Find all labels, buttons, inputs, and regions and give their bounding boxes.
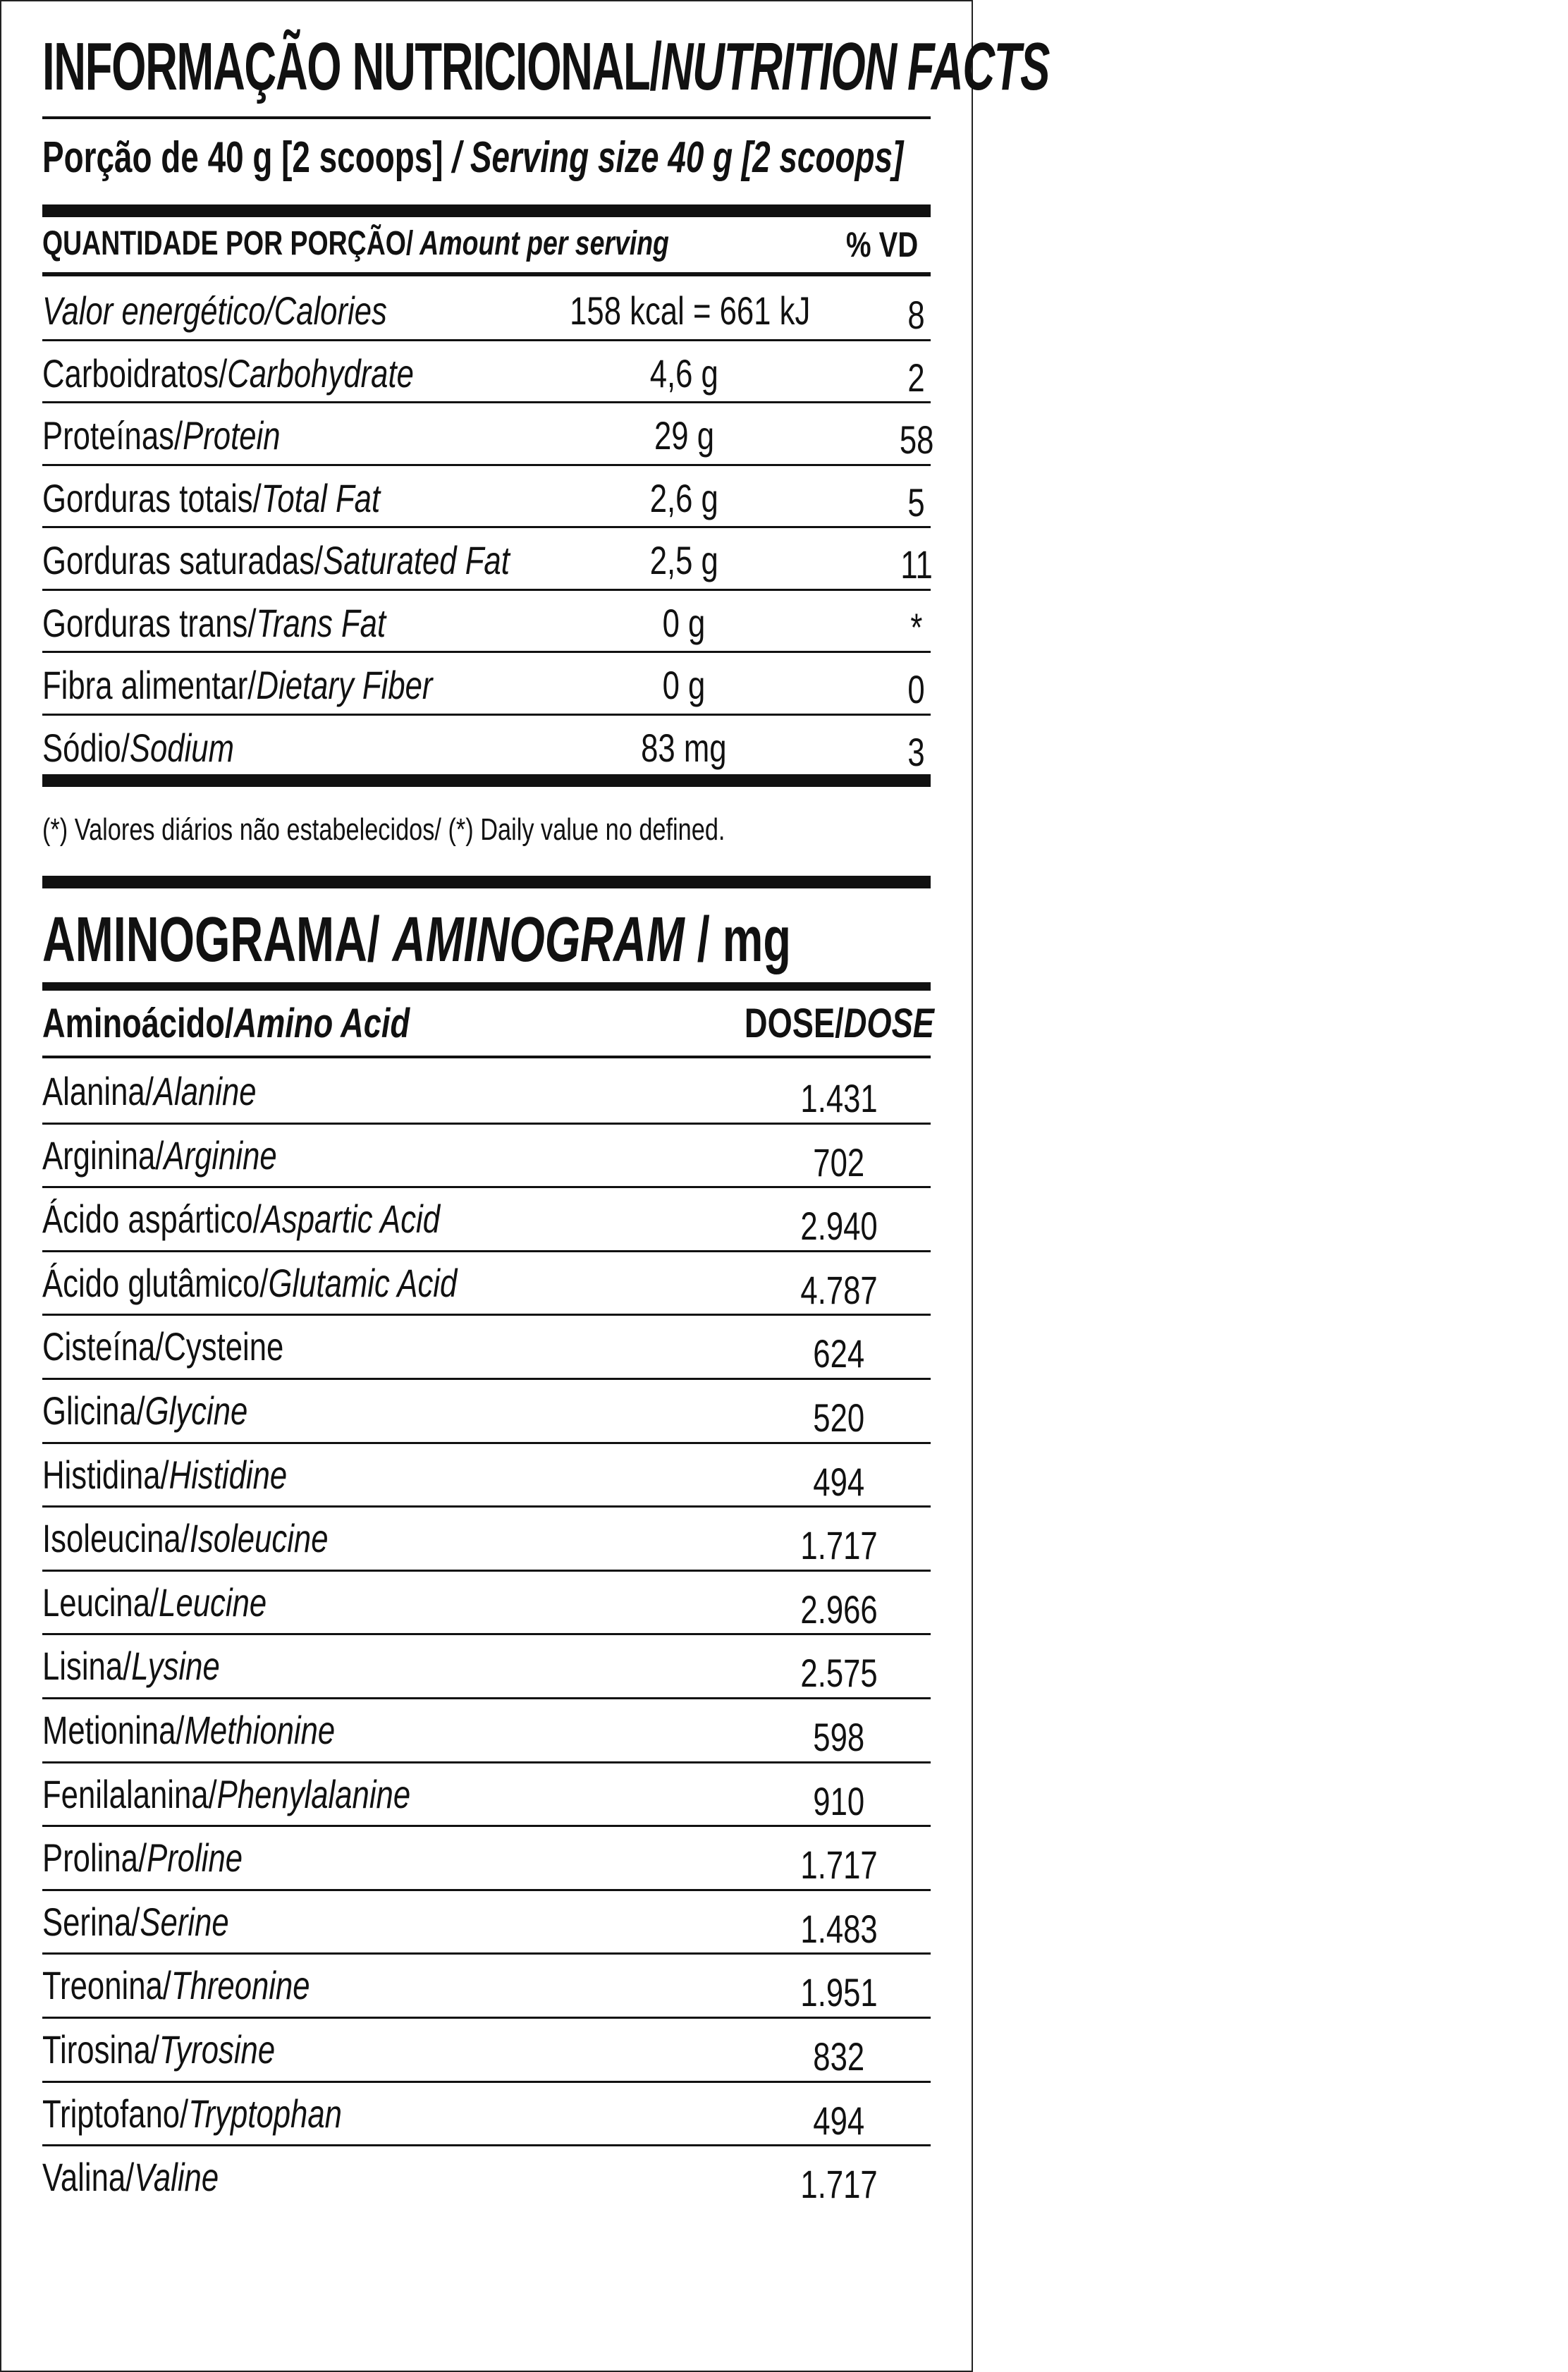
amino-acid-label xyxy=(42,1515,329,1561)
nutrient-amount-value: 0 g xyxy=(662,600,706,645)
nutrient-amount xyxy=(536,725,832,771)
amino-acid-name-pt: Alanina/ xyxy=(42,1069,154,1113)
divider xyxy=(42,116,931,119)
amino-acid-label xyxy=(42,1579,267,1625)
amino-acid-label xyxy=(42,1962,310,2008)
amino-acid-name-en: Methionine xyxy=(184,1708,336,1752)
nutrient-name-en: Calories xyxy=(274,288,387,333)
nutrition-row xyxy=(42,341,931,403)
nutrient-vd-value: 2 xyxy=(907,355,926,400)
amino-acid-name-en: Alanine xyxy=(153,1069,257,1113)
aminogram-row xyxy=(42,1252,931,1314)
nutrient-name-en: Sodium xyxy=(129,725,234,770)
amino-acid-header xyxy=(42,1000,410,1047)
nutrient-vd xyxy=(860,292,973,338)
amino-acid-name-pt: Lisina/ xyxy=(42,1644,132,1689)
amino-acid-dose-value: 1.483 xyxy=(800,1906,878,1951)
nutrient-vd xyxy=(860,479,973,525)
amino-acid-dose-value: 2.575 xyxy=(800,1651,878,1696)
amino-acid-dose-value: 1.717 xyxy=(800,1523,878,1568)
aminogram-title-en: AMINOGRAM xyxy=(392,905,685,975)
aminogram-row xyxy=(42,1315,931,1377)
nutrient-amount-value: 0 g xyxy=(662,663,706,707)
amino-acid-dose xyxy=(747,1267,931,1313)
nutrient-label xyxy=(42,600,386,646)
amino-acid-dose xyxy=(747,1459,931,1505)
nutrient-name-pt: Gorduras totais/ xyxy=(42,475,262,520)
aminogram-row xyxy=(42,1634,931,1697)
aminogram-row xyxy=(42,1187,931,1249)
nutrient-label xyxy=(42,288,387,334)
amino-acid-name-pt: Prolina/ xyxy=(42,1835,147,1881)
amino-acid-name-pt: Arginina/ xyxy=(42,1132,164,1178)
nutrient-amount xyxy=(536,662,832,708)
nutrient-amount xyxy=(536,288,832,334)
nutrient-name-pt: Sódio/ xyxy=(42,725,130,770)
nutrient-amount xyxy=(536,475,832,521)
amino-acid-label xyxy=(42,1132,277,1178)
amino-acid-label xyxy=(42,2026,275,2072)
nutrient-label xyxy=(42,350,414,396)
nutrient-amount xyxy=(536,537,832,583)
nutrition-title-en: NUTRITION FACTS xyxy=(661,29,1050,104)
nutrition-row xyxy=(42,652,931,714)
nutrient-name-en: Dietary Fiber xyxy=(256,663,433,707)
amino-acid-dose xyxy=(747,1714,931,1760)
amino-acid-name-pt: Serina/ xyxy=(42,1899,140,1944)
serving-size xyxy=(42,133,903,183)
amino-acid-name-en: Histidine xyxy=(169,1452,288,1497)
nutrient-amount-value: 29 g xyxy=(654,413,714,458)
nutrient-vd-value: 5 xyxy=(907,479,926,525)
amount-header xyxy=(42,224,669,263)
amino-acid-name-en: Tyrosine xyxy=(159,2027,276,2072)
nutrient-name-en: Carbohydrate xyxy=(227,350,414,396)
amino-acid-name-en: Cysteine xyxy=(164,1324,284,1369)
nutrient-amount xyxy=(536,412,832,458)
aminogram-row xyxy=(42,1699,931,1761)
nutrient-amount-value: 2,5 g xyxy=(649,538,718,582)
amino-acid-dose xyxy=(747,1075,931,1121)
amino-acid-name-en: Phenylalanine xyxy=(216,1771,411,1816)
amino-acid-label xyxy=(42,1835,243,1881)
nutrient-amount-value: 4,6 g xyxy=(649,350,718,396)
nutrient-amount-value: 2,6 g xyxy=(649,475,718,520)
aminogram-row xyxy=(42,1954,931,2016)
nutrient-vd-value: 0 xyxy=(907,667,926,711)
nutrient-vd xyxy=(860,729,973,775)
amino-acid-dose xyxy=(747,1203,931,1249)
amino-acid-label xyxy=(42,1707,335,1753)
nutrient-amount-value: 83 mg xyxy=(641,725,727,770)
amino-acid-dose xyxy=(747,1650,931,1696)
nutrient-label xyxy=(42,537,510,583)
nutrient-vd-value: 8 xyxy=(907,293,926,337)
nutrient-vd-value: * xyxy=(910,604,923,649)
amino-acid-label xyxy=(42,1643,220,1689)
amino-acid-dose xyxy=(747,1906,931,1952)
footnote: (*) Valores diários não estabelecidos/ (*) Daily value no defined. xyxy=(42,812,725,847)
aminogram-row xyxy=(42,1571,931,1633)
amino-acid-name-pt: Metionina/ xyxy=(42,1708,185,1752)
nutrient-name-en: Saturated Fat xyxy=(323,538,510,582)
amino-acid-dose-value: 1.951 xyxy=(800,1970,878,2015)
amino-acid-dose-value: 598 xyxy=(813,1715,865,1759)
amino-acid-label xyxy=(42,1068,257,1114)
amino-acid-name-en: Leucine xyxy=(159,1579,267,1625)
amino-acid-name-pt: Treonina/ xyxy=(42,1963,171,2008)
amino-acid-dose-value: 2.966 xyxy=(800,1587,878,1632)
divider xyxy=(42,1056,931,1058)
amino-acid-name-pt: Ácido aspártico/ xyxy=(42,1197,262,1242)
nutrition-row xyxy=(42,403,934,465)
nutrient-name-pt: Proteínas/ xyxy=(42,413,183,458)
amino-acid-name-pt: Fenilalanina/ xyxy=(42,1771,217,1816)
nutrient-vd-value: 3 xyxy=(907,729,926,774)
amino-acid-label xyxy=(42,1899,229,1945)
amino-acid-name-pt: Triptofano/ xyxy=(42,2091,189,2136)
amino-acid-dose xyxy=(747,1139,931,1185)
amino-acid-dose xyxy=(747,1587,931,1632)
dose-header-pt: DOSE/ xyxy=(744,1001,844,1046)
divider xyxy=(42,272,931,276)
dose-header-en: DOSE xyxy=(843,1001,934,1046)
amino-acid-dose-value: 2.940 xyxy=(800,1204,878,1249)
aminogram-row xyxy=(42,1060,931,1122)
aminogram-row xyxy=(42,2146,931,2208)
amino-acid-name-pt: Isoleucina/ xyxy=(42,1516,190,1561)
amount-header-en: Amount per serving xyxy=(413,225,669,262)
amino-acid-label xyxy=(42,2154,219,2200)
aminogram-row xyxy=(42,1124,931,1186)
vd-header: % VD xyxy=(846,225,919,264)
aminogram-title-pt: AMINOGRAMA/ xyxy=(42,905,393,975)
amino-acid-name-pt: Valina/ xyxy=(42,2155,135,2200)
amino-acid-name-en: Tryptophan xyxy=(188,2091,342,2136)
amino-acid-dose-value: 832 xyxy=(813,2034,865,2079)
thick-divider xyxy=(42,204,931,217)
amino-acid-name-en: Glycine xyxy=(145,1388,248,1433)
amino-acid-header-pt: Aminoácido/ xyxy=(42,1001,234,1046)
thick-divider xyxy=(42,982,931,991)
amount-header-pt: QUANTIDADE POR PORÇÃO/ xyxy=(42,225,414,262)
amino-acid-dose-value: 1.431 xyxy=(800,1076,878,1120)
nutrient-label xyxy=(42,412,281,458)
amino-acid-dose xyxy=(747,1842,931,1888)
amino-acid-name-pt: Leucina/ xyxy=(42,1579,159,1625)
amino-acid-name-pt: Ácido glutâmico/ xyxy=(42,1260,269,1305)
amino-acid-label xyxy=(42,1323,283,1369)
nutrient-name-pt: Fibra alimentar/ xyxy=(42,663,257,707)
nutrient-name-pt: Gorduras saturadas/ xyxy=(42,538,324,582)
amino-acid-label xyxy=(42,1452,287,1498)
amino-acid-name-en: Threonine xyxy=(171,1963,310,2008)
amino-acid-dose-value: 494 xyxy=(813,2098,865,2143)
nutrition-row xyxy=(42,590,931,652)
nutrient-label xyxy=(42,725,234,771)
amino-acid-dose xyxy=(747,1778,931,1824)
aminogram-row xyxy=(42,1379,931,1441)
nutrition-row xyxy=(42,465,931,527)
aminogram-row xyxy=(42,2082,931,2144)
nutrient-name-pt: Gorduras trans/ xyxy=(42,600,257,645)
amino-acid-name-en: Valine xyxy=(134,2155,219,2200)
nutrient-amount xyxy=(536,350,832,396)
amino-acid-dose-value: 1.717 xyxy=(800,1842,878,1888)
amino-acid-name-en: Serine xyxy=(140,1899,229,1944)
nutrition-row xyxy=(42,527,931,589)
nutrition-row xyxy=(42,715,931,777)
nutrient-label xyxy=(42,475,380,521)
amino-acid-label xyxy=(42,1196,440,1242)
amino-acid-dose-value: 4.787 xyxy=(800,1267,878,1312)
nutrient-vd xyxy=(860,604,973,650)
nutrition-title xyxy=(42,28,1241,106)
nutrient-vd xyxy=(860,666,973,712)
aminogram-title-unit: / mg xyxy=(684,905,791,975)
thick-divider xyxy=(42,774,931,787)
nutrient-vd xyxy=(860,542,973,587)
amino-acid-label xyxy=(42,2091,342,2136)
nutrition-row xyxy=(42,278,931,340)
nutrient-vd-value: 11 xyxy=(900,542,933,587)
nutrient-name-en: Protein xyxy=(183,413,281,458)
nutrient-name-pt: Carboidratos/ xyxy=(42,350,228,396)
nutrient-label xyxy=(42,662,432,708)
nutrient-vd xyxy=(860,417,973,463)
serving-pt: Porção de 40 g [2 scoops] xyxy=(42,133,443,182)
amino-acid-name-en: Arginine xyxy=(164,1132,277,1178)
aminogram-title xyxy=(42,904,791,977)
nutrient-name-en: Trans Fat xyxy=(256,600,386,645)
amino-acid-dose-value: 910 xyxy=(813,1778,865,1823)
nutrient-vd xyxy=(860,355,973,401)
amino-acid-dose-value: 520 xyxy=(813,1395,865,1440)
amino-acid-name-en: Isoleucine xyxy=(189,1516,329,1561)
amino-acid-dose-value: 1.717 xyxy=(800,2162,878,2207)
amino-acid-name-en: Lysine xyxy=(131,1644,220,1689)
amino-acid-dose xyxy=(747,2161,931,2207)
amino-acid-dose-value: 624 xyxy=(813,1331,865,1376)
amino-acid-dose xyxy=(747,1522,931,1568)
amino-acid-dose xyxy=(747,2034,931,2079)
amino-acid-label xyxy=(42,1771,410,1817)
aminogram-row xyxy=(42,1826,931,1888)
amino-acid-name-pt: Cisteína/ xyxy=(42,1324,164,1369)
serving-en: / Serving size 40 g [2 scoops] xyxy=(443,133,904,182)
amino-acid-header-en: Amino Acid xyxy=(233,1001,410,1046)
aminogram-row xyxy=(42,2018,931,2080)
nutrition-title-pt: INFORMAÇÃO NUTRICIONAL/ xyxy=(42,29,661,104)
amino-acid-dose xyxy=(747,1331,931,1376)
nutrient-name-en: Total Fat xyxy=(261,475,381,520)
amino-acid-dose-value: 494 xyxy=(813,1459,865,1504)
thick-divider xyxy=(42,876,931,888)
amino-acid-dose xyxy=(747,1969,931,2015)
aminogram-row xyxy=(42,1890,931,1952)
dose-header xyxy=(705,1000,973,1047)
amino-acid-name-en: Proline xyxy=(147,1835,243,1881)
nutrient-vd-value: 58 xyxy=(899,417,934,462)
amino-acid-name-en: Aspartic Acid xyxy=(261,1197,441,1242)
amino-acid-dose xyxy=(747,2098,931,2144)
amino-acid-name-pt: Glicina/ xyxy=(42,1388,145,1433)
amino-acid-label xyxy=(42,1260,457,1306)
amino-acid-name-en: Glutamic Acid xyxy=(268,1260,458,1305)
nutrient-amount xyxy=(536,600,832,646)
nutrient-amount-value: 158 kcal = 661 kJ xyxy=(570,288,811,333)
amino-acid-label xyxy=(42,1388,247,1433)
aminogram-row xyxy=(42,1763,931,1825)
aminogram-row xyxy=(42,1443,931,1505)
aminogram-row xyxy=(42,1507,931,1569)
nutrient-name-pt: Valor energético/ xyxy=(42,288,274,333)
amino-acid-dose xyxy=(747,1395,931,1441)
amino-acid-name-pt: Histidina/ xyxy=(42,1452,169,1497)
amino-acid-name-pt: Tirosina/ xyxy=(42,2027,159,2072)
amino-acid-dose-value: 702 xyxy=(813,1139,865,1185)
